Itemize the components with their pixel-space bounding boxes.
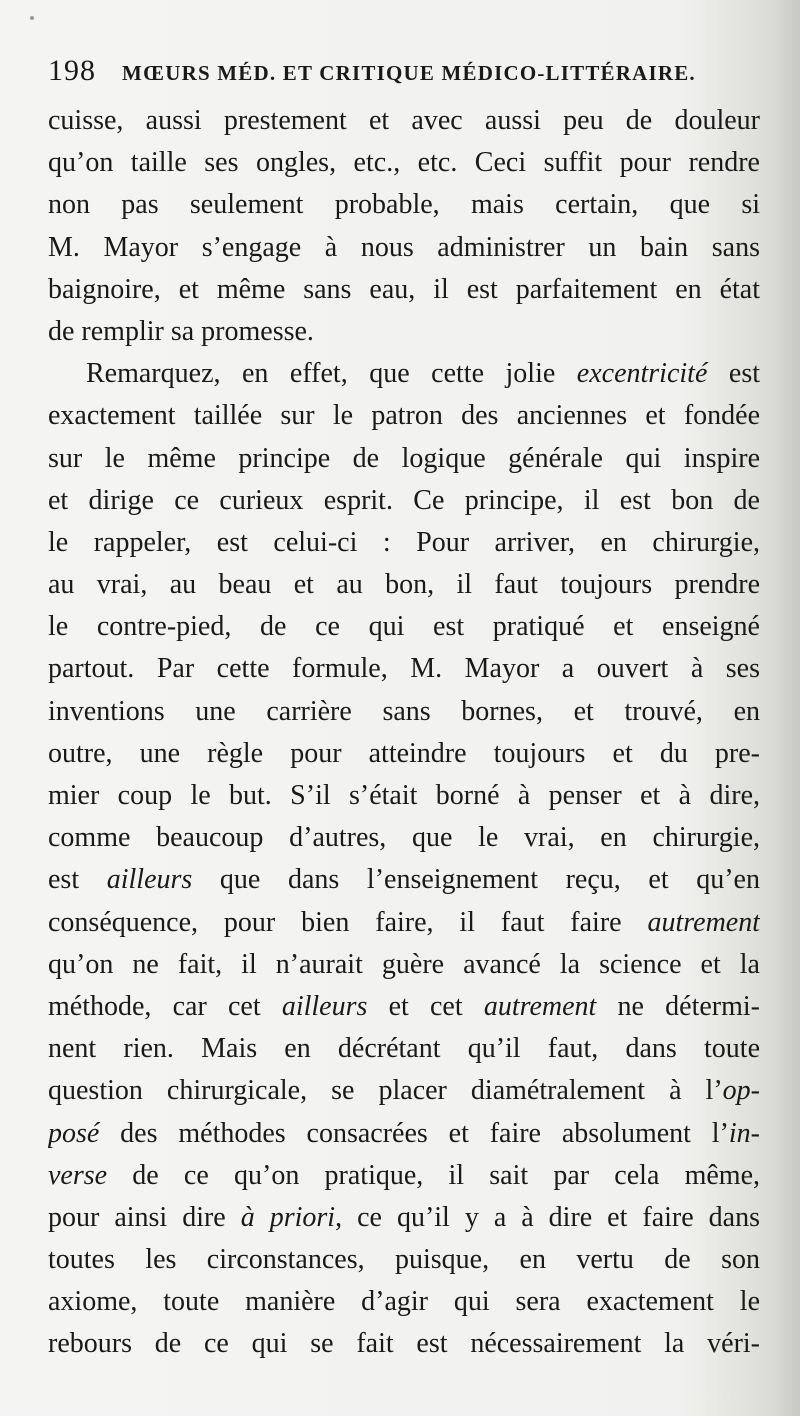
italic-text: autrement [483,990,597,1022]
page-header [48,54,748,94]
text-segment: Remarquez, en effet, que cette jolie [86,358,577,390]
text-segment: méthode, car cet [48,990,282,1022]
text-segment: conséquence, pour bien faire, il faut faire [48,906,648,938]
text-segment: question chirurgicale, se placer diamétralement à l’ [48,1075,723,1107]
text-line [48,1070,760,1112]
page-number: 198 [48,54,96,87]
text-line: cuisse, aussi prestement et avec aussi peu de douleur [48,105,760,136]
text-line: au vrai, au beau et au bon, il faut toujours prendre [48,569,760,601]
text-line [48,902,760,944]
italic-text: in- [728,1117,760,1149]
italic-text: à priori [240,1201,336,1233]
text-line: mier coup le but. S’il s’était borné à penser et à dire, [48,780,760,811]
text-segment: pour ainsi dire [48,1201,241,1233]
text-line: comme beaucoup d’autres, que le vrai, en chirurgie, [48,822,760,854]
text-line: rebours de ce qui se fait est nécessairement la véri- [48,1328,760,1360]
text-segment: des méthodes consacrées et faire absolument l’ [99,1117,729,1149]
text-line: le contre-pied, de ce qui est pratiqué et enseigné [48,611,760,643]
text-line: nent rien. Mais en décrétant qu’il faut, dans toute [48,1033,760,1065]
text-segment: que dans l’enseignement reçu, et qu’en [192,864,760,896]
italic-text: op- [722,1075,760,1107]
text-line [48,1155,760,1197]
text-line: inventions une carrière sans bornes, et trouvé, en [48,695,760,727]
text-line [48,1197,760,1239]
italic-text: autrement [647,906,760,938]
text-segment: est [48,864,107,896]
text-line: outre, une règle pour atteindre toujours et du pre- [48,737,760,769]
text-segment: ne détermi- [596,990,760,1022]
text-line: qu’on taille ses ongles, etc., etc. Ceci suffit pour rendre [48,147,760,179]
text-line: exactement taillée sur le patron des anciennes et fondée [48,400,760,432]
text-line: non pas seulement probable, mais certain, que si [48,189,760,221]
italic-text: excentricité [576,358,708,390]
italic-text: ailleurs [106,864,193,896]
body-text [48,100,760,1366]
text-segment: et cet [367,990,484,1022]
text-line: de remplir sa promesse. [48,315,314,347]
text-line [48,986,760,1028]
text-line: et dirige ce curieux esprit. Ce principe, il est bon de [48,484,760,516]
text-line [48,1113,760,1155]
italic-text: verse [48,1159,108,1191]
text-line: qu’on ne fait, il n’aurait guère avancé la science et la [48,948,760,980]
text-line: baignoire, et même sans eau, il est parfaitement en état [48,273,760,305]
text-segment: de ce qu’on pratique, il sait par cela même, [107,1159,760,1191]
text-line: sur le même principe de logique générale qui inspire [48,442,760,474]
text-line: le rappeler, est celui-ci : Pour arriver, en chirurgie, [48,526,760,558]
text-line: axiome, toute manière d’agir qui sera exactement le [48,1286,760,1318]
italic-text: ailleurs [281,990,368,1022]
text-line [48,353,760,395]
text-line: toutes les circonstances, puisque, en vertu de son [48,1244,760,1276]
text-line: M. Mayor s’engage à nous administrer un bain sans [48,231,760,263]
text-segment: , ce qu’il y a à dire et faire dans [335,1201,760,1233]
italic-text: posé [48,1117,100,1149]
text-line [48,859,760,901]
running-title: MŒURS MÉD. ET CRITIQUE MÉDICO-LITTÉRAIRE. [122,61,696,85]
text-segment: est [707,358,760,390]
text-line: partout. Par cette formule, M. Mayor a ouvert à ses [48,653,760,685]
paper-speck [30,16,34,20]
